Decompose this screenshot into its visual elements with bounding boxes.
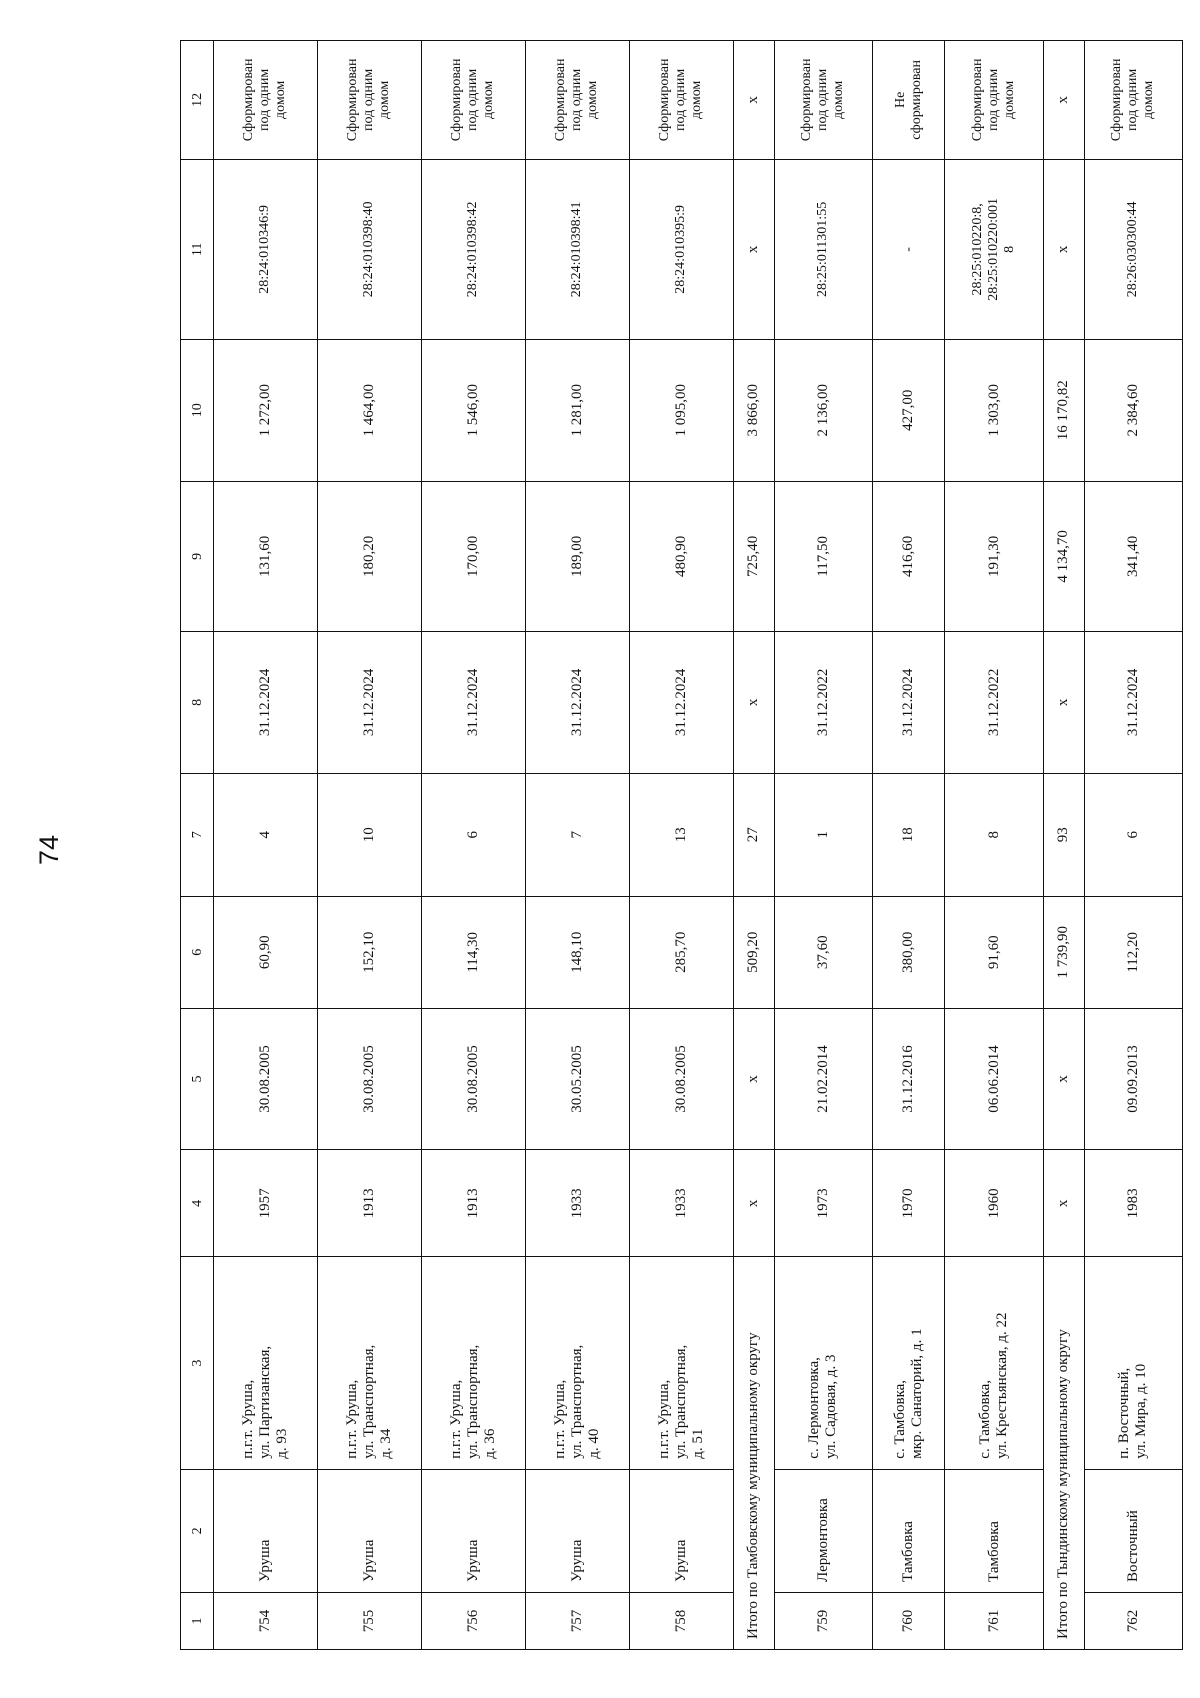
subtotal-label: Итого по Тындинскому муниципальному округу	[1043, 1257, 1084, 1650]
cell-cadastral-number: 28:24:010398:42	[421, 159, 525, 339]
cell-resettlement-date: 31.12.2024	[629, 632, 733, 774]
cell-cadastral-number: 28:24:010346:9	[214, 159, 318, 339]
cell-area-total: 170,00	[421, 481, 525, 632]
cell-residents: 6	[1084, 773, 1182, 896]
subtotal-resettlement-date: x	[733, 632, 774, 774]
cell-settlement: Восточный	[1084, 1469, 1182, 1592]
table-row	[525, 41, 629, 1650]
cell-land-status: Сформирован под одним домом	[421, 41, 525, 160]
cell-residents: 18	[872, 773, 944, 896]
cell-settlement: Тамбовка	[872, 1469, 944, 1592]
cell-address: с. Тамбовка, ул. Крестьянская, д. 22	[945, 1257, 1043, 1469]
cell-emergency-date: 06.06.2014	[945, 1008, 1043, 1150]
table-row	[629, 41, 733, 1650]
cell-land-status: Сформирован под одним домом	[945, 41, 1043, 160]
cell-area-total: 189,00	[525, 481, 629, 632]
cell-area-total: 131,60	[214, 481, 318, 632]
cell-cadastral-number: 28:26:030300:44	[1084, 159, 1182, 339]
cell-cadastral-number: -	[872, 159, 944, 339]
cell-land-status: Сформирован под одним домом	[214, 41, 318, 160]
subtotal-area: 509,20	[733, 896, 774, 1008]
table-row	[214, 41, 318, 1650]
cell-cadastral-number: 28:24:010398:41	[525, 159, 629, 339]
cell-area: 380,00	[872, 896, 944, 1008]
cell-land-cadastral-value: 1 303,00	[945, 340, 1043, 482]
subtotal-cadastral-number: x	[1043, 159, 1084, 339]
cell-emergency-date: 30.08.2005	[629, 1008, 733, 1150]
column-number: 3	[181, 1257, 214, 1469]
cell-build-year: 1933	[525, 1150, 629, 1257]
cell-emergency-date: 30.05.2005	[525, 1008, 629, 1150]
cell-area-total: 480,90	[629, 481, 733, 632]
cell-address: п.г.т. Уруша, ул. Транспортная, д. 34	[317, 1257, 421, 1469]
housing-register-table	[180, 40, 1183, 1650]
cell-residents: 8	[945, 773, 1043, 896]
cell-land-cadastral-value: 427,00	[872, 340, 944, 482]
cell-area: 60,90	[214, 896, 318, 1008]
column-number: 12	[181, 41, 214, 160]
cell-area-total: 416,60	[872, 481, 944, 632]
subtotal-residents: 93	[1043, 773, 1084, 896]
cell-land-cadastral-value: 2 384,60	[1084, 340, 1182, 482]
table-row	[421, 41, 525, 1650]
column-number: 7	[181, 773, 214, 896]
cell-build-year: 1973	[774, 1150, 872, 1257]
cell-land-cadastral-value: 1 464,00	[317, 340, 421, 482]
table-row	[317, 41, 421, 1650]
cell-residents: 10	[317, 773, 421, 896]
cell-row-number: 754	[214, 1592, 318, 1649]
column-number: 10	[181, 340, 214, 482]
column-number: 1	[181, 1592, 214, 1649]
subtotal-area-total: 4 134,70	[1043, 481, 1084, 632]
cell-area-total: 117,50	[774, 481, 872, 632]
subtotal-land-status: x	[733, 41, 774, 160]
cell-settlement: Тамбовка	[945, 1469, 1043, 1592]
cell-land-cadastral-value: 1 095,00	[629, 340, 733, 482]
cell-area: 114,30	[421, 896, 525, 1008]
cell-resettlement-date: 31.12.2024	[214, 632, 318, 774]
cell-land-status: Сформирован под одним домом	[525, 41, 629, 160]
column-number: 11	[181, 159, 214, 339]
subtotal-residents: 27	[733, 773, 774, 896]
cell-resettlement-date: 31.12.2024	[421, 632, 525, 774]
subtotal-area: 1 739,90	[1043, 896, 1084, 1008]
cell-area-total: 341,40	[1084, 481, 1182, 632]
cell-address: п.г.т. Уруша, ул. Партизанская, д. 93	[214, 1257, 318, 1469]
column-number: 5	[181, 1008, 214, 1150]
table-row	[872, 41, 944, 1650]
subtotal-cadastral-number: x	[733, 159, 774, 339]
cell-area: 37,60	[774, 896, 872, 1008]
cell-land-cadastral-value: 1 546,00	[421, 340, 525, 482]
cell-row-number: 757	[525, 1592, 629, 1649]
cell-land-cadastral-value: 1 281,00	[525, 340, 629, 482]
column-number: 2	[181, 1469, 214, 1592]
cell-land-status: Не сформирован	[872, 41, 944, 160]
cell-emergency-date: 30.08.2005	[214, 1008, 318, 1150]
cell-land-status: Сформирован под одним домом	[774, 41, 872, 160]
cell-settlement: Уруша	[629, 1469, 733, 1592]
cell-area: 112,20	[1084, 896, 1182, 1008]
subtotal-row	[733, 41, 774, 1650]
cell-address: с. Лермонтовка, ул. Садовая, д. 3	[774, 1257, 872, 1469]
cell-settlement: Уруша	[214, 1469, 318, 1592]
cell-area-total: 180,20	[317, 481, 421, 632]
cell-settlement: Лермонтовка	[774, 1469, 872, 1592]
column-number: 6	[181, 896, 214, 1008]
cell-cadastral-number: 28:24:010398:40	[317, 159, 421, 339]
cell-land-cadastral-value: 2 136,00	[774, 340, 872, 482]
cell-area: 148,10	[525, 896, 629, 1008]
cell-emergency-date: 30.08.2005	[421, 1008, 525, 1150]
cell-build-year: 1983	[1084, 1150, 1182, 1257]
cell-emergency-date: 31.12.2016	[872, 1008, 944, 1150]
cell-resettlement-date: 31.12.2024	[525, 632, 629, 774]
cell-residents: 4	[214, 773, 318, 896]
subtotal-area-total: 725,40	[733, 481, 774, 632]
subtotal-build-year: x	[733, 1150, 774, 1257]
cell-resettlement-date: 31.12.2022	[945, 632, 1043, 774]
cell-area: 285,70	[629, 896, 733, 1008]
cell-resettlement-date: 31.12.2024	[317, 632, 421, 774]
cell-emergency-date: 30.08.2005	[317, 1008, 421, 1150]
cell-emergency-date: 09.09.2013	[1084, 1008, 1182, 1150]
column-number-row	[181, 41, 214, 1650]
cell-address: п. Восточный, ул. Мира, д. 10	[1084, 1257, 1182, 1469]
cell-cadastral-number: 28:24:010395:9	[629, 159, 733, 339]
subtotal-land-cadastral-value: 16 170,82	[1043, 340, 1084, 482]
cell-resettlement-date: 31.12.2024	[872, 632, 944, 774]
cell-build-year: 1913	[421, 1150, 525, 1257]
subtotal-row	[1043, 41, 1084, 1650]
cell-residents: 6	[421, 773, 525, 896]
cell-land-status: Сформирован под одним домом	[1084, 41, 1182, 160]
cell-build-year: 1933	[629, 1150, 733, 1257]
cell-row-number: 756	[421, 1592, 525, 1649]
column-number: 9	[181, 481, 214, 632]
cell-area: 91,60	[945, 896, 1043, 1008]
cell-land-cadastral-value: 1 272,00	[214, 340, 318, 482]
cell-area-total: 191,30	[945, 481, 1043, 632]
cell-build-year: 1960	[945, 1150, 1043, 1257]
table-row	[1084, 41, 1182, 1650]
cell-residents: 7	[525, 773, 629, 896]
subtotal-label: Итого по Тамбовскому муниципальному округу	[733, 1257, 774, 1650]
cell-cadastral-number: 28:25:010220:8, 28:25:010220:001 8	[945, 159, 1043, 339]
cell-row-number: 761	[945, 1592, 1043, 1649]
cell-emergency-date: 21.02.2014	[774, 1008, 872, 1150]
cell-row-number: 758	[629, 1592, 733, 1649]
register-table-wrapper	[180, 40, 1183, 1650]
cell-resettlement-date: 31.12.2022	[774, 632, 872, 774]
subtotal-build-year: x	[1043, 1150, 1084, 1257]
table-row	[945, 41, 1043, 1650]
cell-residents: 13	[629, 773, 733, 896]
page-number: 74	[34, 834, 64, 865]
table-row	[774, 41, 872, 1650]
subtotal-emergency-date: x	[1043, 1008, 1084, 1150]
cell-address: п.г.т. Уруша, ул. Транспортная, д. 51	[629, 1257, 733, 1469]
cell-address: п.г.т. Уруша, ул. Транспортная, д. 36	[421, 1257, 525, 1469]
cell-row-number: 755	[317, 1592, 421, 1649]
cell-build-year: 1957	[214, 1150, 318, 1257]
cell-land-status: Сформирован под одним домом	[317, 41, 421, 160]
cell-row-number: 759	[774, 1592, 872, 1649]
cell-address: п.г.т. Уруша, ул. Транспортная, д. 40	[525, 1257, 629, 1469]
subtotal-emergency-date: x	[733, 1008, 774, 1150]
subtotal-resettlement-date: x	[1043, 632, 1084, 774]
cell-row-number: 762	[1084, 1592, 1182, 1649]
column-number: 8	[181, 632, 214, 774]
cell-cadastral-number: 28:25:011301:55	[774, 159, 872, 339]
cell-address: с. Тамбовка, мкр. Санаторий, д. 1	[872, 1257, 944, 1469]
cell-area: 152,10	[317, 896, 421, 1008]
cell-residents: 1	[774, 773, 872, 896]
cell-land-status: Сформирован под одним домом	[629, 41, 733, 160]
cell-resettlement-date: 31.12.2024	[1084, 632, 1182, 774]
subtotal-land-status: x	[1043, 41, 1084, 160]
cell-settlement: Уруша	[525, 1469, 629, 1592]
cell-build-year: 1913	[317, 1150, 421, 1257]
column-number: 4	[181, 1150, 214, 1257]
subtotal-land-cadastral-value: 3 866,00	[733, 340, 774, 482]
cell-row-number: 760	[872, 1592, 944, 1649]
cell-build-year: 1970	[872, 1150, 944, 1257]
cell-settlement: Уруша	[421, 1469, 525, 1592]
cell-settlement: Уруша	[317, 1469, 421, 1592]
